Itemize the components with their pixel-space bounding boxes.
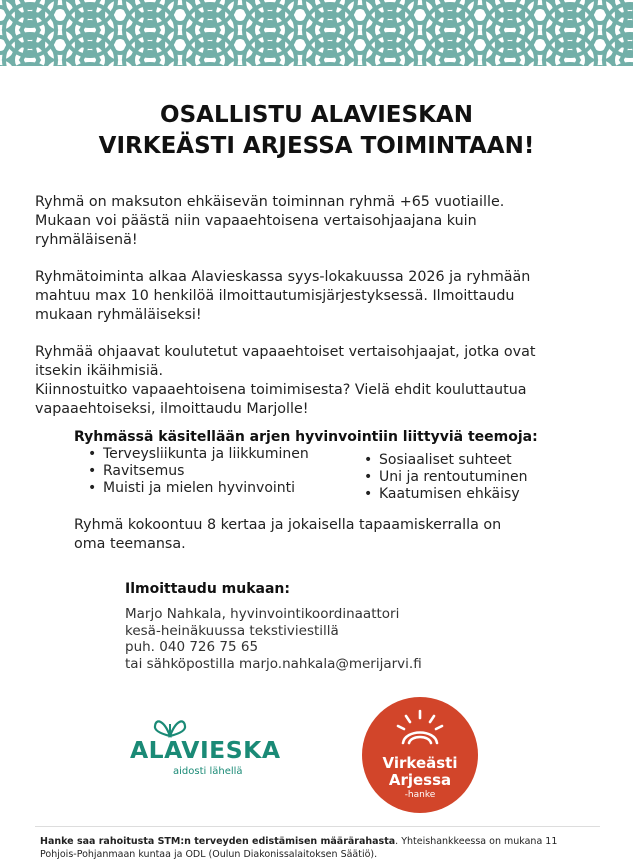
list-item: • Sosiaaliset suhteet bbox=[362, 452, 528, 469]
text-line: Ryhmä kokoontuu 8 kertaa ja jokaisella tapaamiskerralla on bbox=[74, 517, 502, 533]
text-line: Kiinnostuitko vapaaehtoisena toimimisesta? Vielä ehdit kouluttautua bbox=[35, 382, 527, 398]
themes-list-left bbox=[86, 446, 309, 497]
footer-funding-bold: Hanke saa rahoitusta STM:n terveyden edistämisen määrärahasta bbox=[40, 836, 396, 847]
butterfly-icon bbox=[152, 718, 188, 738]
contact-name: Marjo Nahkala, hyvinvointikoordinaattori bbox=[125, 606, 400, 622]
footer-divider bbox=[35, 826, 600, 827]
contact-period: kesä-heinäkuussa tekstiviestillä bbox=[125, 622, 339, 639]
title-line-1: OSALLISTU ALAVIESKAN bbox=[160, 102, 473, 128]
funding-footer bbox=[40, 835, 605, 861]
intro-paragraph-1 bbox=[35, 193, 605, 250]
contact-phone: puh. 040 726 75 65 bbox=[125, 639, 259, 655]
text-line: Ryhmää ohjaavat koulutetut vapaaehtoiset vertaisohjaajat, jotka ovat bbox=[35, 344, 536, 360]
list-item: • Muisti ja mielen hyvinvointi bbox=[86, 480, 309, 497]
intro-paragraph-3 bbox=[35, 343, 605, 419]
contact-email: tai sähköpostilla marjo.nahkala@merijarvi.fi bbox=[125, 655, 422, 672]
list-item: • Ravitsemus bbox=[86, 463, 309, 480]
contact-info bbox=[125, 606, 422, 672]
footer-partners-text: . Yhteishankkeessa on mukana 11 bbox=[395, 836, 558, 847]
alavieska-logo bbox=[130, 718, 290, 782]
title-line-2: VIRKEÄSTI ARJESSA TOIMINTAAN! bbox=[98, 133, 535, 159]
text-line: Ryhmä on maksuton ehkäisevän toiminnan ryhmä +65 vuotiaille. bbox=[35, 194, 505, 210]
alavieska-tagline: aidosti lähellä bbox=[173, 766, 243, 777]
text-line: ryhmäläisenä! bbox=[35, 232, 138, 248]
text-line: itsekin ikäihmisiä. bbox=[35, 363, 164, 379]
text-line: mahtuu max 10 henkilöä ilmoittautumisjärjestyksessä. Ilmoittaudu bbox=[35, 288, 515, 304]
sunrise-icon bbox=[395, 709, 445, 747]
themes-heading: Ryhmässä käsitellään arjen hyvinvointiin liittyviä teemoja: bbox=[74, 429, 538, 445]
text-line: mukaan ryhmäläiseksi! bbox=[35, 307, 202, 323]
enrol-heading: Ilmoittaudu mukaan: bbox=[125, 581, 290, 597]
meeting-note bbox=[74, 516, 633, 554]
alavieska-wordmark: ALAVIESKA bbox=[130, 736, 281, 764]
page-title bbox=[0, 100, 633, 162]
arjessa-label: Arjessa bbox=[388, 771, 452, 789]
virkeasti-arjessa-logo bbox=[362, 697, 478, 813]
intro-paragraph-2 bbox=[35, 268, 605, 325]
list-item: • Terveysliikunta ja liikkuminen bbox=[86, 446, 309, 463]
text-line: Ryhmätoiminta alkaa Alavieskassa syys-lokakuussa 2026 ja ryhmään bbox=[35, 269, 531, 285]
list-item: • Kaatumisen ehkäisy bbox=[362, 486, 528, 503]
list-item: • Uni ja rentoutuminen bbox=[362, 469, 528, 486]
text-line: Mukaan voi päästä niin vapaaehtoisena vertaisohjaajana kuin bbox=[35, 213, 477, 229]
hanke-label: -hanke bbox=[404, 790, 436, 800]
text-line: vapaaehtoiseksi, ilmoittaudu Marjolle! bbox=[35, 401, 309, 417]
decorative-wave-pattern bbox=[0, 0, 633, 66]
footer-line-1 bbox=[40, 835, 605, 848]
footer-line-2: Pohjois-Pohjanmaan kuntaa ja ODL (Oulun Diakonissalaitoksen Säätiö). bbox=[40, 849, 378, 860]
text-line: oma teemansa. bbox=[74, 536, 186, 552]
virkeasti-label: Virkeästi bbox=[382, 754, 458, 772]
themes-list-right bbox=[362, 452, 528, 503]
